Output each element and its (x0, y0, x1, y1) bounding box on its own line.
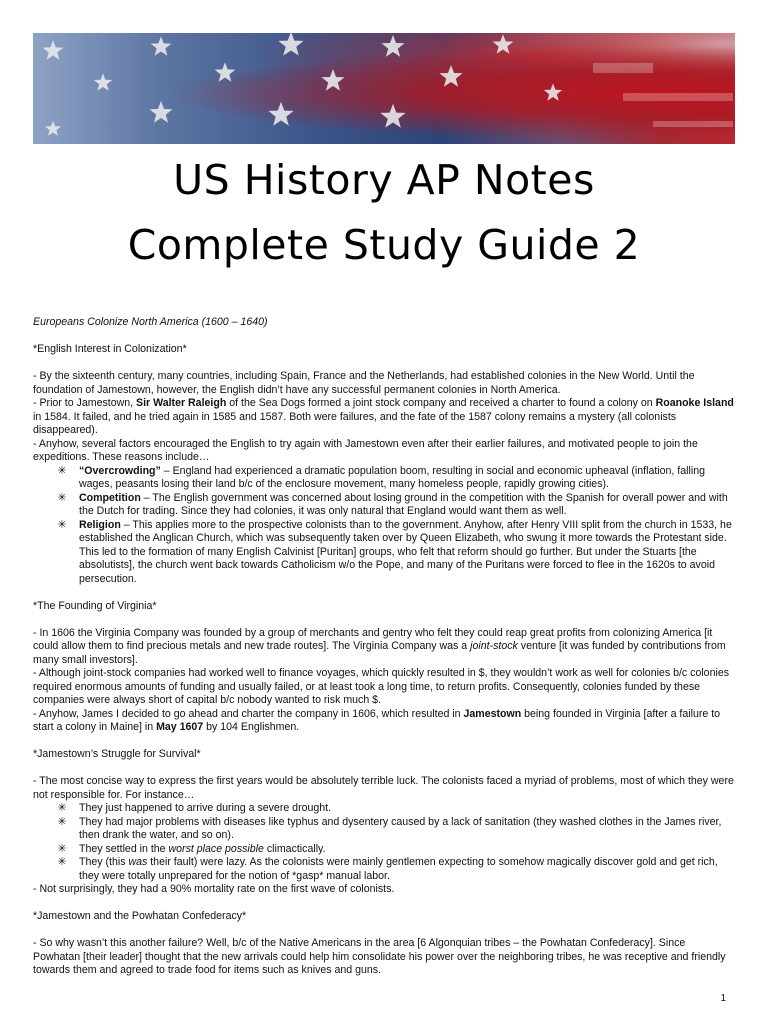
asterisk-bullet-icon: ✳ (57, 464, 67, 477)
paragraph: - By the sixteenth century, many countries, including Spain, France and the Netherlands, had established colonies in the New World. Until the foundation of Jamestown, however, the English didn’t have any successful permanent colonies in North America. (33, 370, 695, 396)
list-item: ✳ They just happened to arrive during a severe drought. (79, 802, 735, 816)
list-item: ✳ They had major problems with diseases like typhus and dysentery caused by a lack of sanitation (they washed clothes in the James river, then drank the water, and so on). (79, 816, 735, 843)
section-heading: *The Founding of Virginia* (33, 599, 157, 612)
star-icon (151, 36, 172, 56)
paragraph: - Not surprisingly, they had a 90% mortality rate on the first wave of colonists. (33, 883, 395, 895)
paragraph: - Although joint-stock companies had worked well to finance voyages, which quickly resulted in $, they wouldn’t work as well for colonies b/c colonies required enormous amounts of funding and usually failed, or at least took a long time, to return profits. Consequently, colonies funded by these companies were always short of capital b/c nobody wanted to risk much $. (33, 667, 730, 706)
flag-stars-graphic (33, 33, 735, 144)
paragraph: - Prior to Jamestown, Sir Walter Raleigh of the Sea Dogs formed a joint stock company and received a charter to found a colony on Roanoke Island in 1584. It failed, and he tried again in 1585 and 1587. Both were failures, and the fate of the 1587 colony remains a mystery (all colonists disappeared). (33, 397, 734, 436)
star-icon (215, 62, 236, 82)
star-icon (150, 101, 173, 123)
star-icon (493, 34, 514, 54)
section-heading: *Jamestown and the Powhatan Confederacy* (33, 910, 247, 922)
paragraph: - The most concise way to express the first years would be absolutely terrible luck. The colonists faced a myriad of problems, most of which they were not responsible for. For instance… (33, 775, 734, 801)
list-item: ✳ Religion – This applies more to the prospective colonists than to the government. Anyhow, after Henry VIII split from the church in 1533, he established the Anglican Church, which was subsequently taken over by Queen Elizabeth, who swung it more towards the Protestant side. This led to the formation of many English Calvinist [Puritan] groups, who felt that reform should go further. But under the Stuarts [the absolutists], the church went back towards Catholicism w/o the Pope, and many of the Puritans were forced to flee in the 1620s to avoid persecution. (79, 519, 735, 587)
star-icon (380, 104, 405, 128)
asterisk-bullet-icon: ✳ (57, 842, 67, 855)
bullet-list (33, 802, 735, 883)
section-heading: *Jamestown’s Struggle for Survival* (33, 748, 201, 760)
list-item: ✳ They settled in the worst place possible climactically. (79, 843, 735, 857)
flag-banner-image (33, 33, 735, 144)
document-body (33, 316, 735, 978)
asterisk-bullet-icon: ✳ (57, 802, 67, 814)
paragraph: - Anyhow, several factors encouraged the English to try again with Jamestown even after their earlier failures, and motivated people to join the expeditions. These reasons include… (33, 437, 698, 463)
star-icon (43, 40, 64, 60)
document-title-line-1: US History AP Notes (173, 156, 595, 204)
list-item: ✳ They (this was their fault) were lazy. As the colonists were mainly gentlemen expecting to somehow magically discover gold and get rich, they were totally unprepared for the notion of *gasp* manual labor. (79, 856, 735, 883)
list-item: ✳ “Overcrowding” – England had experienced a dramatic population boom, resulting in social and economic upheaval (inflation, falling wages, peasants losing their land b/c of the enclosure movement, many homeless people, rapidly growing cities). (79, 465, 735, 492)
page-number: 1 (720, 993, 726, 1004)
chapter-heading: Europeans Colonize North America (1600 – 1640) (33, 316, 268, 328)
asterisk-bullet-icon: ✳ (57, 856, 67, 868)
star-icon (322, 69, 345, 91)
paragraph: - In 1606 the Virginia Company was founded by a group of merchants and gentry who felt they could reap great profits from colonizing America [it could allow them to find precious metals and new trade routes]. The Virginia Company was a joint-stock venture [it was funded by contributions from many small investors]. (33, 626, 726, 666)
list-item: ✳ Competition – The English government was concerned about losing ground in the competition with the Spanish for overall power and with the Dutch for trading. Since they had colonies, it was only natural that England would want them as well. (79, 492, 735, 519)
paragraph: - So why wasn’t this another failure? Well, b/c of the Native Americans in the area [6 Algonquian tribes – the Powhatan Confederacy]. Since Powhatan [their leader] thought that the new arrivals could help him consolidate his power over the neighboring tribes, he was receptive and friendly towards them and agreed to trade food for items such as knives and guns. (33, 937, 726, 976)
star-icon (278, 33, 303, 56)
bullet-list (33, 465, 735, 587)
star-icon (45, 121, 61, 136)
paragraph: - Anyhow, James I decided to go ahead and charter the company in 1606, which resulted in Jamestown being founded in Virginia [after a failure to start a colony in Maine] in May 1607 by 104 Englishmen. (33, 707, 721, 733)
star-icon (94, 73, 112, 90)
star-icon (544, 83, 562, 100)
star-icon (382, 35, 405, 57)
document-title-line-2: Complete Study Guide 2 (127, 221, 641, 269)
asterisk-bullet-icon: ✳ (57, 491, 67, 504)
star-icon (440, 65, 463, 87)
section-heading: *English Interest in Colonization* (33, 343, 187, 355)
star-icon (268, 102, 293, 126)
asterisk-bullet-icon: ✳ (57, 815, 67, 828)
asterisk-bullet-icon: ✳ (57, 518, 67, 531)
